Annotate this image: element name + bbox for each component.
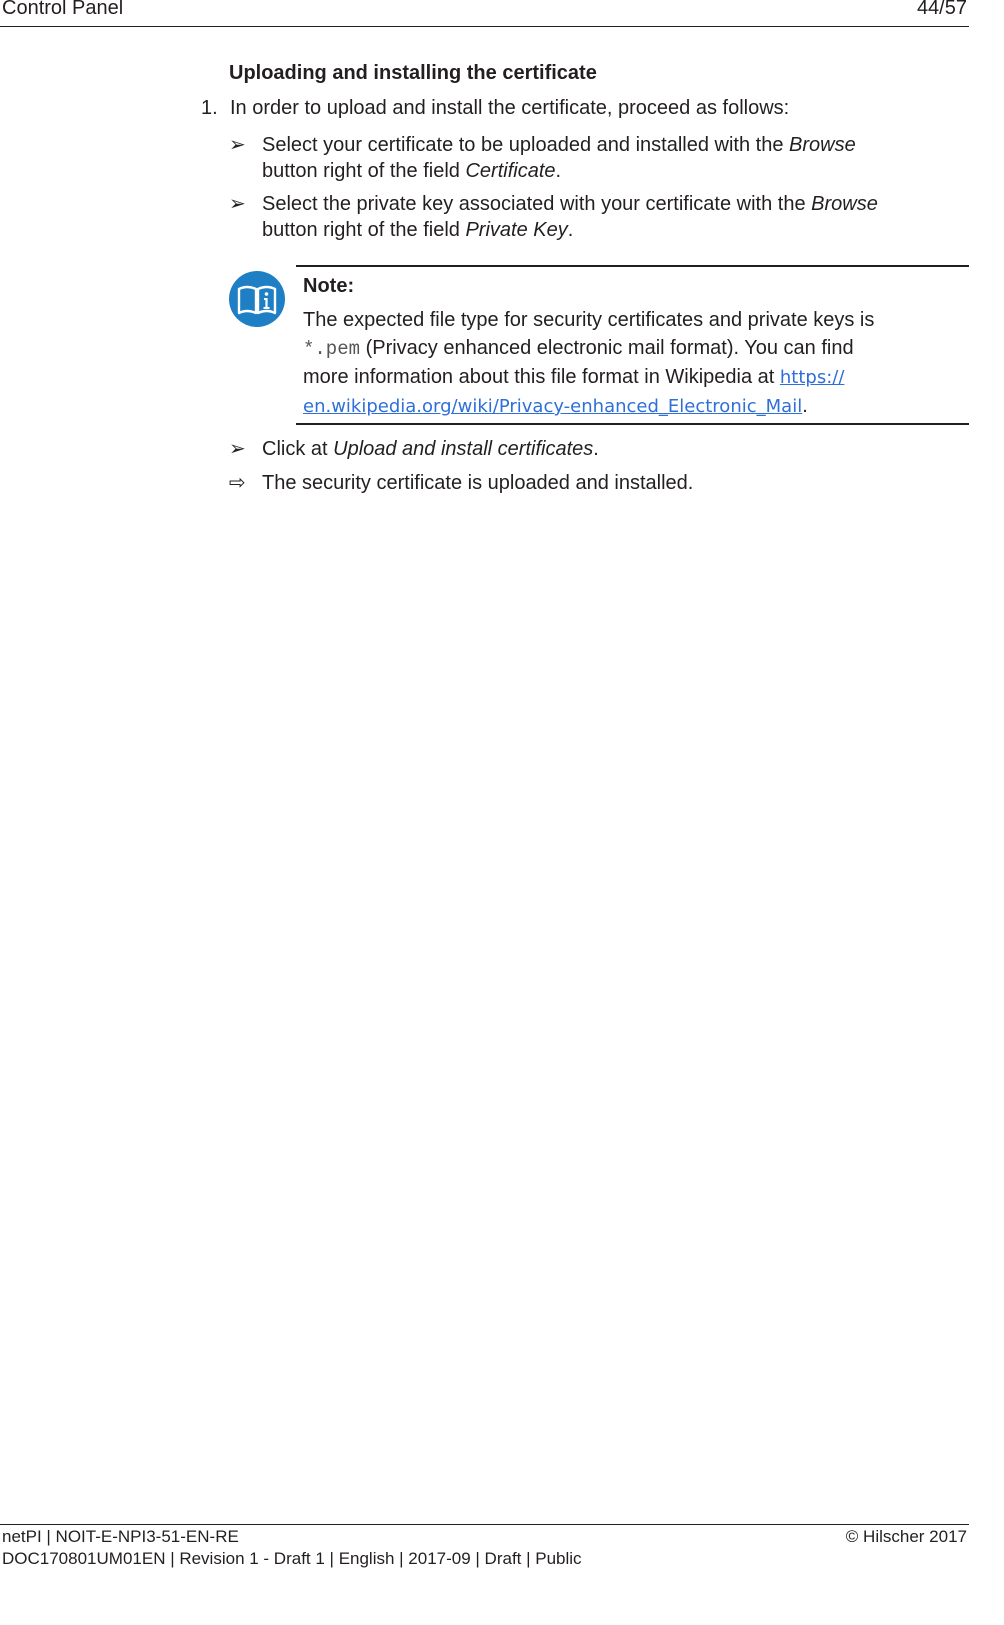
note-text: . — [802, 395, 808, 417]
wikipedia-link[interactable]: https:// — [779, 367, 845, 388]
wikipedia-link[interactable]: en.wikipedia.org/wiki/Privacy-enhanced_Electronic_Mail — [303, 396, 803, 417]
step-number: 1. — [201, 97, 218, 119]
note-text: more information about this file format in Wikipedia at — [303, 366, 780, 388]
section-title: Uploading and installing the certificate — [229, 62, 597, 84]
note-top-rule — [296, 265, 969, 267]
note-body — [303, 306, 953, 421]
bullet-arrow-icon: ➢ — [229, 193, 246, 215]
bullet-emphasis: Upload and install certificates — [333, 438, 594, 460]
page-header — [0, 0, 969, 27]
bullet-text-pre: Click at — [262, 438, 334, 460]
header-section: Control Panel — [2, 0, 124, 19]
bullet-emphasis: Browse — [789, 134, 856, 156]
bullet-emphasis: Browse — [811, 193, 878, 215]
header-page-number: 44/57 — [916, 0, 967, 19]
bullet-text-pre: Select the private key associated with your certificate with the — [262, 193, 812, 215]
bullet-emphasis: Private Key — [465, 219, 568, 241]
note-text: (Privacy enhanced electronic mail format). You can find — [360, 337, 854, 359]
bullet-text-mid: button right of the field — [262, 219, 466, 241]
note-bottom-rule — [296, 423, 969, 425]
bullet-text-post: . — [593, 438, 599, 460]
book-info-icon — [229, 271, 285, 327]
bullet-text — [262, 132, 952, 184]
bullet-emphasis: Certificate — [465, 160, 556, 182]
note-text: The expected file type for security certificates and private keys is — [303, 309, 875, 331]
page-footer — [0, 1524, 969, 1568]
note-title: Note: — [303, 275, 355, 297]
footer-copyright: © Hilscher 2017 — [845, 1527, 967, 1546]
bullet-text-mid: button right of the field — [262, 160, 466, 182]
bullet-text-pre: Select your certificate to be uploaded and installed with the — [262, 134, 789, 156]
bullet-text-post: . — [567, 219, 574, 241]
step-text: In order to upload and install the certificate, proceed as follows: — [230, 97, 790, 119]
bullet-text-post: . — [555, 160, 562, 182]
bullet-text — [262, 436, 952, 462]
bullet-text — [262, 191, 952, 243]
bullet-arrow-icon: ➢ — [229, 438, 246, 460]
result-text: The security certificate is uploaded and installed. — [262, 472, 694, 494]
result-arrow-icon: ⇨ — [229, 472, 246, 494]
footer-product: netPI | NOIT-E-NPI3-51-EN-RE — [2, 1527, 239, 1546]
bullet-arrow-icon: ➢ — [229, 134, 246, 156]
note-code: *.pem — [303, 338, 361, 360]
footer-document-info: DOC170801UM01EN | Revision 1 - Draft 1 | English | 2017-09 | Draft | Public — [2, 1549, 582, 1568]
